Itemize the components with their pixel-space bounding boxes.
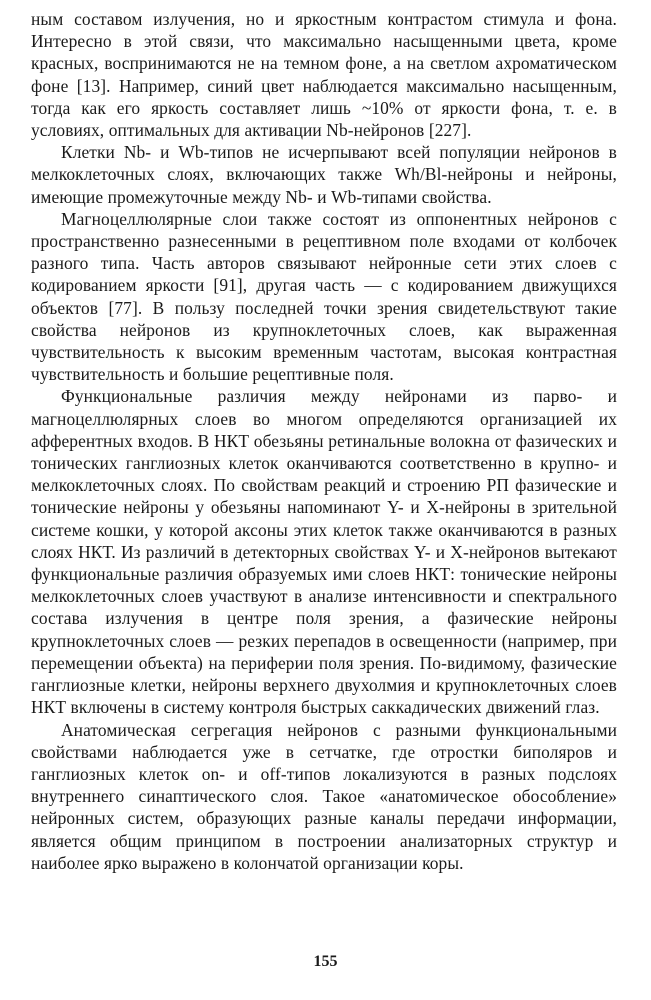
paragraph-3: Магноцеллюлярные слои также состоят из оппонентных нейронов с пространственно разнесенными в рецептивном поле входами от колбочек разного типа. Часть авторов связывают нейронные сети этих слоев с кодированием яркости [91], другая часть — с кодированием движущихся объектов [77]. В пользу последней точки зрения свидетельствуют такие свойства нейронов из крупноклеточных слоев, как выраженная чувствительность к высоким временным частотам, высокая контрастная чувствительность и большие рецептивные поля.: [31, 208, 617, 385]
paragraph-4: Функциональные различия между нейронами из парво- и магноцеллюлярных слоев во многом определяются организацией их афферентных входов. В НКТ обезьяны ретинальные волокна от фазических и тонических ганглиозных клеток оканчиваются соответственно в крупно- и мелкоклеточных слоях. По свойствам реакций и строению РП фазические и тонические нейроны у обезьяны напоминают Y- и X-нейроны в зрительной системе кошки, у которой аксоны этих клеток также оканчиваются в разных слоях НКТ. Из различий в детекторных свойствах Y- и X-нейронов вытекают функциональные различия образуемых ими слоев НКТ: тонические нейроны мелкоклеточных слоев участвуют в анализе интенсивности и спектрального состава излучения в центре поля зрения, а фазические нейроны крупноклеточных слоев — резких перепадов в освещенности (например, при перемещении объекта) на периферии поля зрения. По-видимому, фазические ганглиозные клетки, нейроны верхнего двухолмия и крупноклеточных слоев НКТ включены в систему контроля быстрых саккадических движений глаз.: [31, 386, 617, 718]
paragraph-5: Анатомическая сегрегация нейронов с разными функциональными свойствами наблюдается уже в сетчатке, где отростки биполяров и ганглиозных клеток on- и off-типов локализуются в разных подслоях внутреннего синаптического слоя. Такое «анатомическое обособление» нейронных систем, образующих разные каналы передачи информации, является общим принципом в построении анализаторных структур и наиболее ярко выражено в колончатой организации коры.: [31, 719, 617, 873]
paragraph-1: ным составом излучения, но и яркостным контрастом стимула и фона. Интересно в этой связи, что максимально насыщенными цвета, кроме красных, воспринимаются не на темном фоне, а на светлом ахроматическом фоне [13]. Например, синий цвет наблюдается максимально насыщенным, тогда как его яркость составляет лишь ~10% от яркости фона, т. е. в условиях, оптимальных для активации Nb-нейронов [227].: [31, 9, 617, 141]
paragraph-2: Клетки Nb- и Wb-типов не исчерпывают всей популяции нейронов в мелкоклеточных слоях, включающих также Wh/Bl-нейроны и нейроны, имеющие промежуточные между Nb- и Wb-типами свойства.: [31, 142, 617, 207]
page-number: 155: [313, 953, 338, 970]
body-text: [31, 8, 617, 874]
